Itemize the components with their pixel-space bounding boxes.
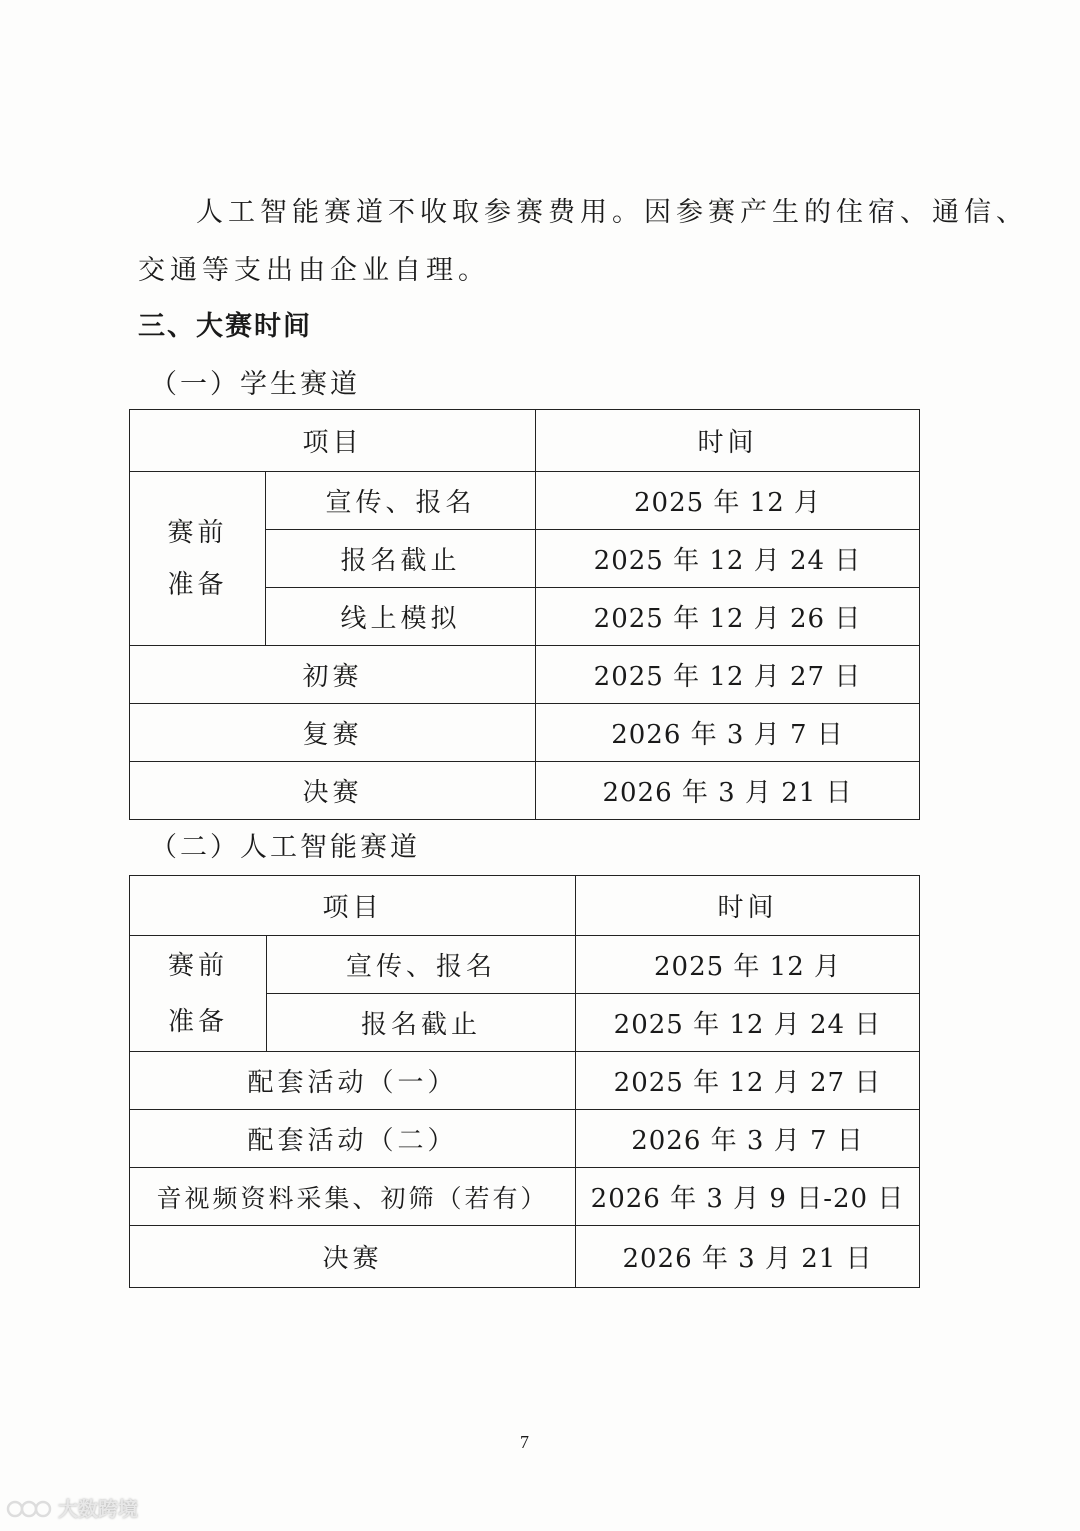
row-time: 2025 年 12 月 27 日 <box>536 646 920 704</box>
table-row <box>130 1226 920 1288</box>
table-row <box>130 1052 920 1110</box>
ai-track-title: （二）人工智能赛道 <box>150 832 420 863</box>
student-schedule-table <box>129 409 920 820</box>
row-label: 音视频资料采集、初筛（若有） <box>130 1168 576 1226</box>
row-label: 报名截止 <box>266 530 536 588</box>
table-row <box>130 1168 920 1226</box>
row-time: 2025 年 12 月 27 日 <box>576 1052 920 1110</box>
header-time: 时间 <box>576 876 920 936</box>
page-number: 7 <box>520 1432 529 1452</box>
row-label: 配套活动（一） <box>130 1052 576 1110</box>
row-label: 线上模拟 <box>266 588 536 646</box>
row-time: 2026 年 3 月 21 日 <box>576 1226 920 1288</box>
header-item: 项目 <box>130 876 576 936</box>
row-time: 2026 年 3 月 21 日 <box>536 762 920 820</box>
row-label: 配套活动（二） <box>130 1110 576 1168</box>
header-time: 时间 <box>536 410 920 472</box>
row-time: 2025 年 12 月 24 日 <box>576 994 920 1052</box>
row-time: 2025 年 12 月 26 日 <box>536 588 920 646</box>
prep-group-cell <box>130 936 267 1052</box>
table-row <box>130 762 920 820</box>
prep-group-cell <box>130 472 266 646</box>
brand-logo-icon <box>6 1497 54 1521</box>
prep-group-line-1: 赛前 <box>167 517 228 548</box>
row-label: 报名截止 <box>267 994 576 1052</box>
ai-schedule-table <box>129 875 920 1288</box>
table-row <box>130 472 920 530</box>
intro-line-1: 人工智能赛道不收取参赛费用。因参赛产生的住宿、通信、 <box>196 197 1028 228</box>
prep-group-line-2: 准备 <box>167 569 228 600</box>
row-label: 决赛 <box>130 762 536 820</box>
table-row <box>130 936 920 994</box>
table-header-row <box>130 410 920 472</box>
watermark-text: 大数跨境 <box>58 1497 138 1521</box>
row-time: 2026 年 3 月 9 日-20 日 <box>576 1168 920 1226</box>
watermark <box>6 1497 138 1521</box>
table-row <box>130 1110 920 1168</box>
row-time: 2026 年 3 月 7 日 <box>536 704 920 762</box>
student-track-title: （一）学生赛道 <box>150 369 360 400</box>
table-row <box>130 704 920 762</box>
row-time: 2025 年 12 月 24 日 <box>536 530 920 588</box>
prep-group-line-2: 准备 <box>167 1006 228 1037</box>
table-row <box>130 646 920 704</box>
row-label: 初赛 <box>130 646 536 704</box>
table-header-row <box>130 876 920 936</box>
section-heading: 三、大赛时间 <box>138 311 312 342</box>
row-label: 宣传、报名 <box>267 936 576 994</box>
intro-line-2: 交通等支出由企业自理。 <box>138 255 490 286</box>
row-label: 复赛 <box>130 704 536 762</box>
row-time: 2025 年 12 月 <box>576 936 920 994</box>
prep-group-line-1: 赛前 <box>167 950 228 981</box>
header-item: 项目 <box>130 410 536 472</box>
row-label: 决赛 <box>130 1226 576 1288</box>
row-label: 宣传、报名 <box>266 472 536 530</box>
row-time: 2026 年 3 月 7 日 <box>576 1110 920 1168</box>
row-time: 2025 年 12 月 <box>536 472 920 530</box>
